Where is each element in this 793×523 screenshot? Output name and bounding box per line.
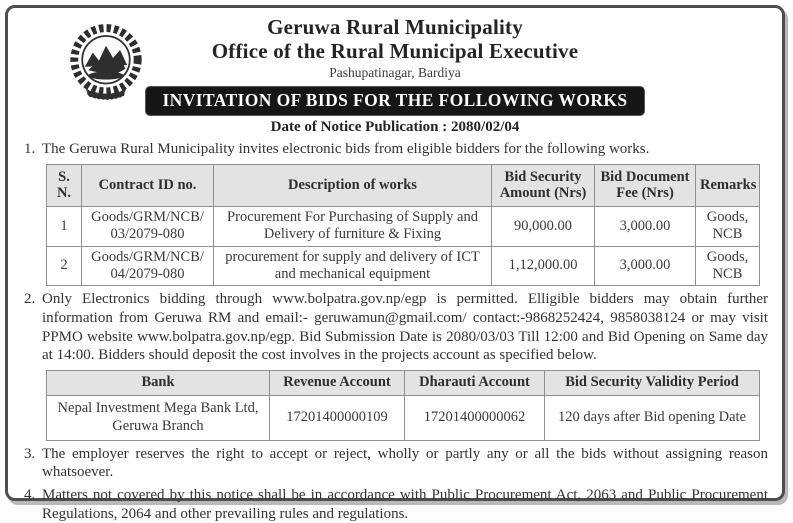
municipality-emblem-icon [62, 19, 150, 111]
cell-sn: 1 [47, 206, 82, 246]
notice-item-1 [20, 140, 770, 159]
col-header-revenue-account: Revenue Account [270, 370, 405, 395]
bank-accounts-table [46, 370, 760, 441]
table-row [47, 206, 760, 246]
bank-table-header-row [47, 370, 760, 395]
notice-item-2 [20, 290, 770, 364]
document-header [20, 15, 770, 136]
cell-bid-doc-fee: 3,000.00 [595, 246, 696, 286]
item-number: 1. [24, 141, 36, 158]
address-line: Pashupatinagar, Bardiya [329, 65, 461, 81]
cell-bank-name: Nepal Investment Mega Bank Ltd, Geruwa Branch [47, 395, 270, 440]
notice-publication-date: Date of Notice Publication : 2080/02/04 [270, 119, 520, 136]
cell-description: procurement for supply and delivery of ICT and mechanical equipment [214, 246, 492, 286]
col-header-validity-period: Bid Security Validity Period [545, 370, 760, 395]
item-text: Matters not covered by this notice shall be in accordance with Public Procurement Act, 2063 and Public Procurement Regulations, 2064 and other prevailing rules and regulations. [42, 487, 768, 522]
cell-revenue-account: 17201400000109 [270, 395, 405, 440]
cell-contract-id: Goods/GRM/NCB/ 04/2079-080 [82, 246, 214, 286]
item-text: Only Electronics bidding through www.bolpatra.gov.np/egp is permitted. Elligible bidders may obtain further information from Geruwa RM and email:- geruwamun@gmail.com/ contact:-9868252424, 9858038124 or may visit PPMO website www.bolpatra.gov.np/egp. Bid Submission Date is 2080/03/03 Till 12:00 and Bid Opening on Same day at 14:00. Bidders should deposit the cost involves in the projects account as specified below. [42, 291, 768, 364]
notice-body [20, 140, 770, 523]
cell-contract-id: Goods/GRM/NCB/ 03/2079-080 [82, 206, 214, 246]
cell-validity-period: 120 days after Bid opening Date [545, 395, 760, 440]
col-header-contract-id: Contract ID no. [82, 164, 214, 206]
cell-description: Procurement For Purchasing of Supply and Delivery of furniture & Fixing [214, 206, 492, 246]
col-header-bid-doc-fee: Bid Document Fee (Nrs) [595, 164, 696, 206]
item-text: The employer reserves the right to accept or reject, wholly or partly any or all the bids without assigning reason whatsoever. [42, 445, 768, 481]
item-number: 2. [24, 291, 36, 308]
office-name: Office of the Rural Municipal Executive [211, 39, 579, 64]
cell-remarks: Goods, NCB [696, 206, 760, 246]
cell-remarks: Goods, NCB [696, 246, 760, 286]
table-row [47, 395, 760, 440]
table-row [47, 246, 760, 286]
col-header-bank: Bank [47, 370, 270, 395]
cell-bid-doc-fee: 3,000.00 [595, 206, 696, 246]
notice-item-4 [20, 486, 770, 523]
municipality-name: Geruwa Rural Municipality [267, 15, 523, 39]
col-header-description: Description of works [214, 164, 492, 206]
item-number: 4. [24, 487, 36, 503]
col-header-bid-security: Bid Security Amount (Nrs) [492, 164, 595, 206]
col-header-sn: S. N. [47, 164, 82, 206]
notice-item-3 [20, 445, 770, 482]
item-number: 3. [24, 445, 36, 462]
col-header-dharauti-account: Dharauti Account [405, 370, 545, 395]
invitation-banner: INVITATION OF BIDS FOR THE FOLLOWING WORKS [146, 87, 643, 115]
notice-document [5, 5, 785, 522]
item-text: The Geruwa Rural Municipality invites electronic bids from eligible bidders for the following works. [42, 141, 650, 158]
bids-table-header-row [47, 164, 760, 206]
bids-table [46, 164, 760, 287]
cell-bid-security: 90,000.00 [492, 206, 595, 246]
cell-dharauti-account: 17201400000062 [405, 395, 545, 440]
cell-sn: 2 [47, 246, 82, 286]
col-header-remarks: Remarks [696, 164, 760, 206]
cell-bid-security: 1,12,000.00 [492, 246, 595, 286]
